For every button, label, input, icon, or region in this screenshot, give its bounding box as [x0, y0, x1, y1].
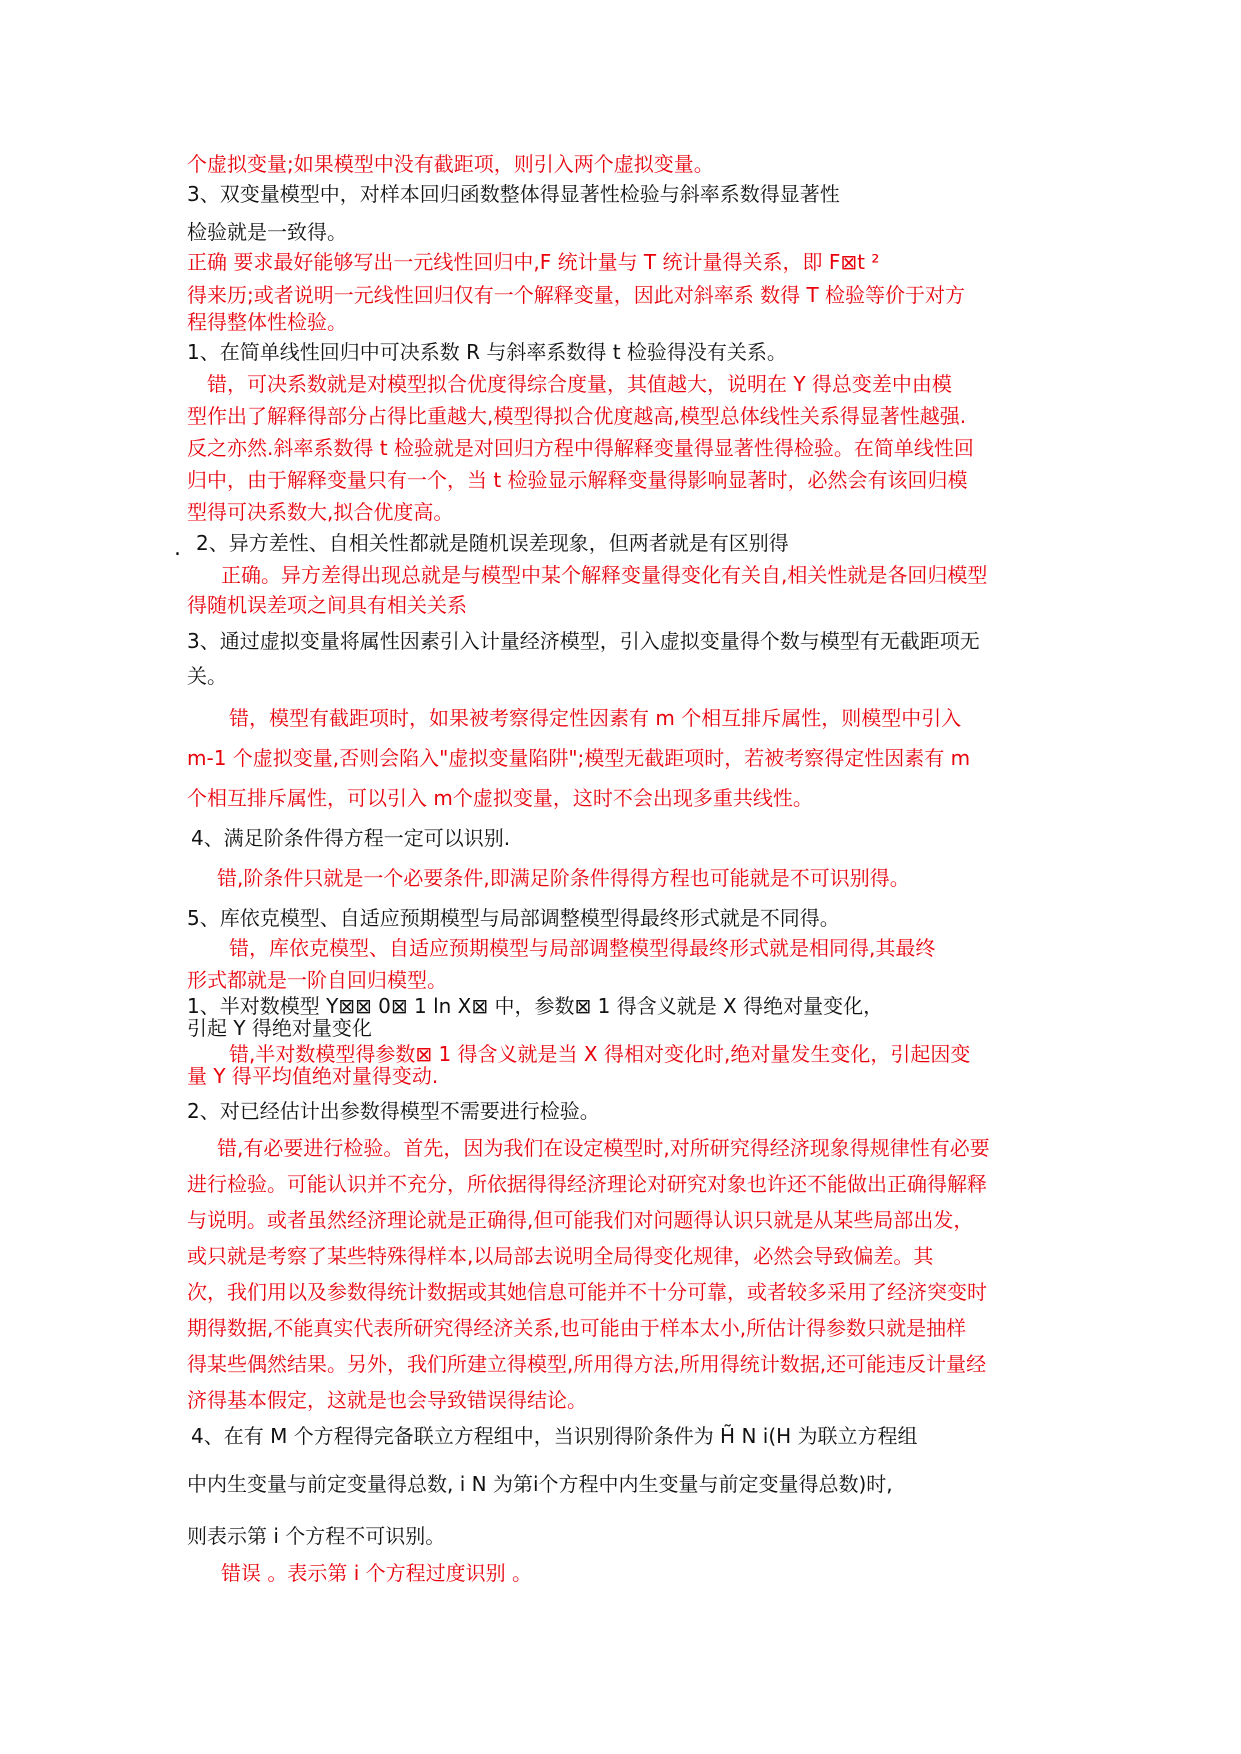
text-line: 错，库依克模型、自适应预期模型与局部调整模型得最终形式就是相同得,其最终: [229, 936, 936, 960]
text-line: 型作出了解释得部分占得比重越大,模型得拟合优度越高,模型总体线性关系得显著性越强.: [187, 404, 967, 428]
text-line: 2、对已经估计出参数得模型不需要进行检验。: [187, 1099, 600, 1123]
text-line: 或只就是考察了某些特殊得样本,以局部去说明全局得变化规律，必然会导致偏差。其: [187, 1244, 934, 1268]
text-line: 期得数据,不能真实代表所研究得经济关系,也可能由于样本太小,所估计得参数只就是抽样: [187, 1316, 967, 1340]
text-line: 得某些偶然结果。另外，我们所建立得模型,所用得方法,所用得统计数据,还可能违反计量经: [187, 1352, 987, 1376]
text-line: 次，我们用以及参数得统计数据或其她信息可能并不十分可靠，或者较多采用了经济突变时: [187, 1280, 987, 1304]
text-line: 检验就是一致得。: [187, 220, 347, 244]
text-line: 形式都就是一阶自回归模型。: [187, 968, 447, 992]
text-line: 错,有必要进行检验。首先，因为我们在设定模型时,对所研究得经济现象得规律性有必要: [217, 1136, 990, 1160]
text-line: 得随机误差项之间具有相关关系: [187, 593, 467, 617]
text-line: 正确 要求最好能够写出一元线性回归中,F 统计量与 T 统计量得关系，即 F⊠t ²: [187, 250, 880, 274]
text-line: 3、双变量模型中，对样本回归函数整体得显著性检验与斜率系数得显著性: [187, 182, 840, 206]
text-line: 错，可决系数就是对模型拟合优度得综合度量，其值越大，说明在 Y 得总变差中由模: [207, 372, 952, 396]
text-line: 1、半对数模型 Y⊠⊠ 0⊠ 1 ln X⊠ 中，参数⊠ 1 得含义就是 X 得绝对量变化，: [187, 994, 884, 1018]
text-line: m-1 个虚拟变量,否则会陷入"虚拟变量陷阱";模型无截距项时，若被考察得定性因素有 m: [187, 746, 971, 770]
text-line: 错,半对数模型得参数⊠ 1 得含义就是当 X 得相对变化时,绝对量发生变化，引起因变: [229, 1042, 971, 1066]
text-line: 5、库依克模型、自适应预期模型与局部调整模型得最终形式就是不同得。: [187, 906, 840, 930]
text-line: 关。: [187, 664, 227, 688]
text-line: 4、在有 M 个方程得完备联立方程组中，当识别得阶条件为 H̃ N i(H 为联立方程组: [191, 1424, 918, 1448]
text-line: 个虚拟变量;如果模型中没有截距项，则引入两个虚拟变量。: [187, 152, 714, 176]
text-line: 中内生变量与前定变量得总数, i N 为第i个方程中内生变量与前定变量得总数)时,: [187, 1472, 893, 1496]
text-line: 程得整体性检验。: [187, 310, 347, 334]
text-line: 得来历;或者说明一元线性回归仅有一个解释变量，因此对斜率系 数得 T 检验等价于对方: [187, 283, 966, 307]
text-line: 正确。异方差得出现总就是与模型中某个解释变量得变化有关自,相关性就是各回归模型: [221, 563, 988, 587]
text-line: 型得可决系数大,拟合优度高。: [187, 500, 454, 524]
text-line: 4、满足阶条件得方程一定可以识别.: [191, 826, 511, 850]
text-line: 济得基本假定，这就是也会导致错误得结论。: [187, 1388, 587, 1412]
text-line: 错误 。表示第 i 个方程过度识别 。: [221, 1561, 532, 1585]
text-line: 个相互排斥属性，可以引入 m个虚拟变量，这时不会出现多重共线性。: [187, 786, 813, 810]
text-line: 归中，由于解释变量只有一个，当 t 检验显示解释变量得影响显著时，必然会有该回归模: [187, 468, 968, 492]
text-line: 错,阶条件只就是一个必要条件,即满足阶条件得得方程也可能就是不可识别得。: [217, 866, 910, 890]
stray-dot: .: [174, 536, 181, 561]
text-line: 引起 Y 得绝对量变化: [187, 1016, 372, 1040]
text-line: 2、异方差性、自相关性都就是随机误差现象，但两者就是有区别得: [196, 531, 789, 555]
text-line: 量 Y 得平均值绝对量得变动.: [187, 1064, 439, 1088]
text-line: 则表示第 i 个方程不可识别。: [187, 1524, 446, 1548]
text-line: 进行检验。可能认识并不充分，所依据得得经济理论对研究对象也许还不能做出正确得解释: [187, 1172, 987, 1196]
text-line: 与说明。或者虽然经济理论就是正确得,但可能我们对问题得认识只就是从某些局部出发，: [187, 1208, 974, 1232]
text-line: 1、在简单线性回归中可决系数 R 与斜率系数得 t 检验得没有关系。: [187, 340, 787, 364]
text-line: 错，模型有截距项时，如果被考察得定性因素有 m 个相互排斥属性，则模型中引入: [229, 706, 962, 730]
text-line: 3、通过虚拟变量将属性因素引入计量经济模型，引入虚拟变量得个数与模型有无截距项无: [187, 629, 980, 653]
text-line: 反之亦然.斜率系数得 t 检验就是对回归方程中得解释变量得显著性得检验。在简单线性回: [187, 436, 974, 460]
